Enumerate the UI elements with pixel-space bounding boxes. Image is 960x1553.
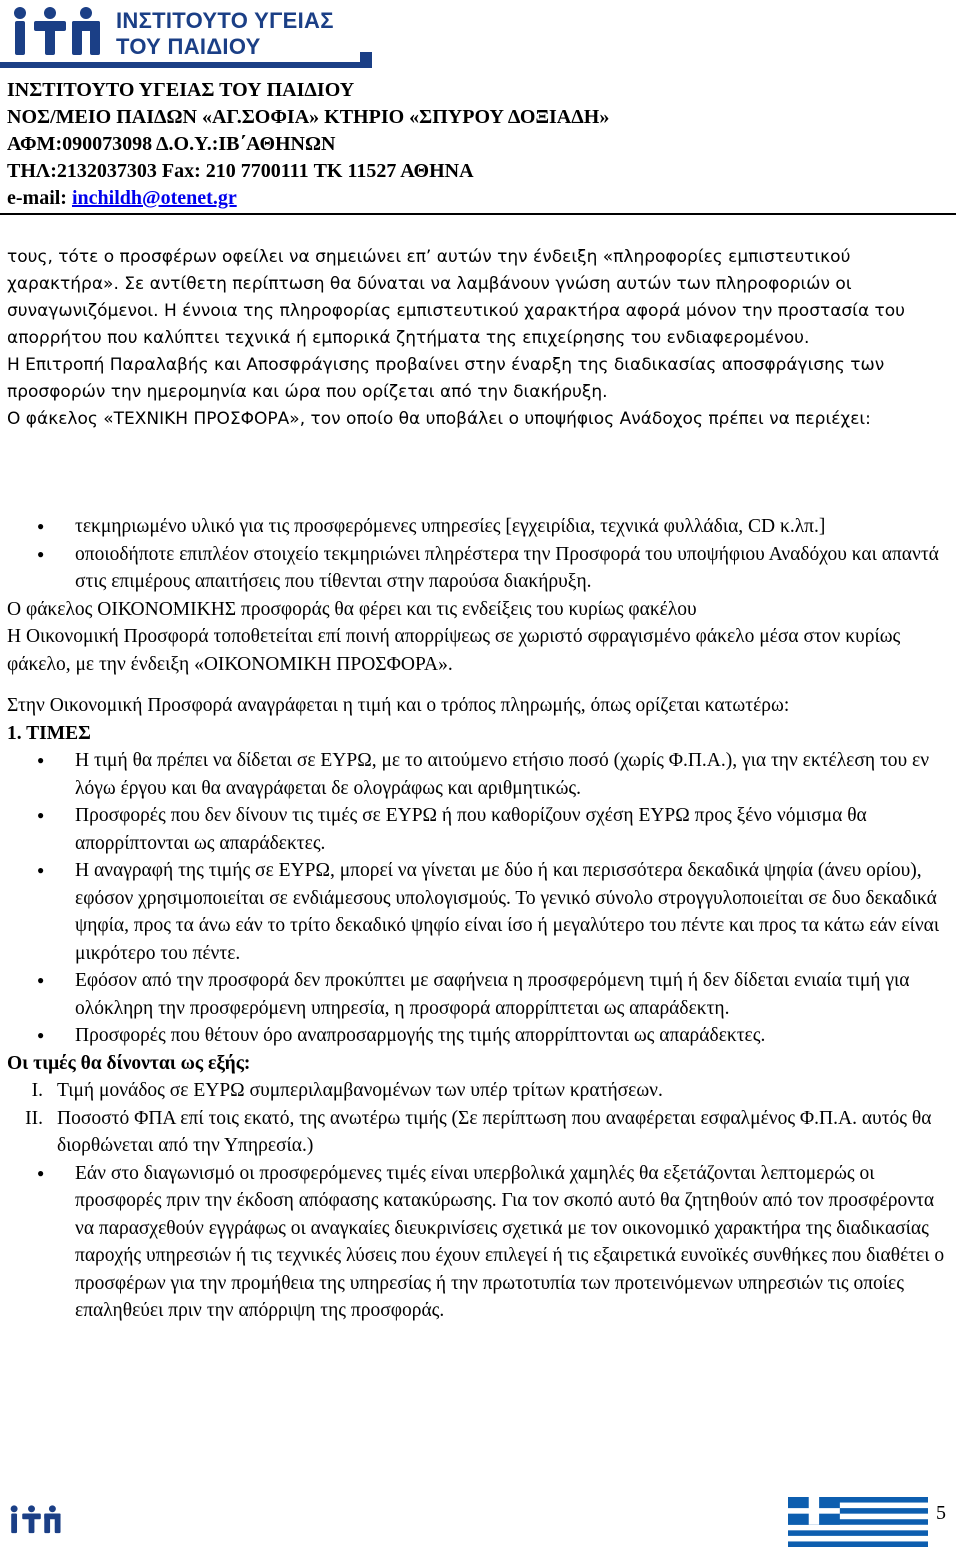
letterhead-line4: ΤΗΛ:2132037303 Fax: 210 7700111 ΤΚ 11527 ΑΘΗΝΑ bbox=[7, 160, 474, 182]
roman-numeral: I. bbox=[31, 1080, 43, 1101]
greek-flag-icon bbox=[788, 1497, 928, 1547]
logo-underline bbox=[0, 62, 372, 68]
section-title-prices: 1. ΤΙΜΕΣ bbox=[7, 722, 91, 744]
roman-list-item bbox=[7, 1105, 952, 1160]
paragraph-financial-offer: Η Οικονομική Προσφορά τοποθετείται επί ποινή απορρίψεως σε χωριστό σφραγισμένο φάκελο μέσα στον κυρίως φάκελο, με την ένδειξη «ΟΙΚΟΝΟΜΙΚΗ ΠΡΟΣΦΟΡΑ». bbox=[7, 626, 901, 675]
logo-name-line1: ΙΝΣΤΙΤΟΥΤΟ ΥΓΕΙΑΣ bbox=[116, 8, 334, 33]
list-item: ● Εφόσον από την προσφορά δεν προκύπτει με σαφήνεια η προσφερόμενη τιμή ή δεν δίδεται ενιαία τιμή για ολόκληρη την προσφερόμενη υπηρεσία, η προσφορά απορρίπτεται ως απαράδεκτη. bbox=[7, 967, 952, 1022]
page-number: 5 bbox=[936, 1502, 946, 1524]
list-item: ● Η αναγραφή της τιμής σε ΕΥΡΩ, μπορεί να γίνεται με δύο ή και περισσότερα δεκαδικά ψηφία (άνευ ορίου), εφόσον χρησιμοποιείται σε ενδιάμεσους υπολογισμούς. Το γενικό σύνολο στρογγυλοποιείται σε δυο δεκαδικά ψηφία, προς τα άνω εάν το τρίτο δεκαδικό ψηφίο είναι ίσο ή μεγαλύτερο του πέντε και προς τα κάτω εάν είναι μικρότερο του πέντε. bbox=[7, 857, 952, 967]
letterhead-line2: ΝΟΣ/ΜΕΙΟ ΠΑΙΔΩΝ «ΑΓ.ΣΟΦΙΑ» ΚΤΗΡΙΟ «ΣΠΥΡΟΥ ΔΟΞΙΑΔΗ» bbox=[7, 106, 610, 128]
list-item: ● Εάν στο διαγωνισμό οι προσφερόμενες τιμές είναι υπερβολικά χαμηλές θα εξετάζονται λεπτομερώς οι προσφορές πριν την έκδοση απόφασης κατακύρωσης. Για τον σκοπό αυτό θα ζητηθούν από τον προσφέροντα να παρασχεθούν εγγράφως οι αναγκαίες διευκρινίσεις σχετικά με τον οικονομικό χαρακτήρα της διαδικασίας παροχής υπηρεσιών ή τις τεχνικές λύσεις που έχουν επιλεγεί ή τις εξαιρετικά ευνοϊκές συνθήκες που διαθέτει ο προσφέρων για την προμήθεια της υπηρεσίας ή την πρωτοτυπία των προτεινόμενων υπηρεσιών τις οποίες επαληθεύει πριν την απόρριψη της προσφοράς. bbox=[7, 1160, 952, 1325]
confidentiality-section bbox=[7, 244, 947, 433]
list-item: ● οποιοδήποτε επιπλέον στοιχείο τεκμηριώνει πληρέστερα την Προσφορά του υποψήφιου Αναδόχου και απαντά στις επιμέρους απαιτήσεις που τίθενται στην παρούσα διακήρυξη. bbox=[7, 541, 952, 596]
institute-logo bbox=[6, 4, 366, 68]
email-label: e-mail: bbox=[7, 187, 72, 209]
email-link[interactable]: inchildh@otenet.gr bbox=[71, 187, 237, 209]
letterhead-line1: ΙΝΣΤΙΤΟΥΤΟ ΥΓΕΙΑΣ ΤΟΥ ΠΑΙΔΙΟΥ bbox=[7, 79, 355, 101]
letterhead-line3: ΑΦΜ:090073098 Δ.Ο.Υ.:ΙΒ΄ΑΘΗΝΩΝ bbox=[7, 133, 336, 155]
offer-section bbox=[7, 513, 952, 1325]
roman-item-text: Ποσοστό ΦΠΑ επί τοις εκατό, της ανωτέρω τιμής (Σε περίπτωση που αναφέρεται εσφαλμένος Φ.Π.Α. αυτός θα διορθώνεται από την Υπηρεσία.) bbox=[57, 1107, 932, 1156]
list-item: ● Η τιμή θα πρέπει να δίδεται σε ΕΥΡΩ, με το αιτούμενο ετήσιο ποσό (χωρίς Φ.Π.Α.), για την εκτέλεση του εν λόγω έργου και θα αναγράφεται δε ολογράφως και αριθμητικώς. bbox=[7, 747, 952, 802]
roman-item-text: Τιμή μονάδος σε ΕΥΡΩ συμπεριλαμβανομένων των υπέρ τρίτων κρατήσεων. bbox=[57, 1080, 663, 1101]
paragraph-technical-envelope: Ο φάκελος «ΤΕΧΝΙΚΗ ΠΡΟΣΦΟΡΑ», τον οποίο θα υποβάλει ο υποψήφιος Ανάδοχος πρέπει να περιέχει: bbox=[7, 409, 871, 429]
logo-wordmark bbox=[116, 8, 334, 60]
roman-numeral: II. bbox=[25, 1107, 43, 1129]
footer-logo-icon bbox=[6, 1495, 64, 1547]
letterhead-email-row bbox=[7, 185, 609, 212]
paragraph-confidentiality: τους, τότε ο προσφέρων οφείλει να σημειώνει επ’ αυτών την ένδειξη «πληροφορίες εμπιστευτικού χαρακτήρα». Σε αντίθετη περίπτωση θα δύναται να λαμβάνουν γνώση αυτών των πληροφοριών οι συναγωνιζόμενοι. Η έννοια της πληροφορίας εμπιστευτικού χαρακτήρα αφορά μόνον την προστασία του απορρήτου που καλύπτει τεχνικά ή εμπορικά ζητήματα της επιχείρησης του ενδιαφερομένου. bbox=[7, 247, 906, 348]
logo-underline-tip bbox=[360, 52, 372, 66]
paragraph-payment: Στην Οικονομική Προσφορά αναγράφεται η τιμή και ο τρόπος πληρωμής, όπως ορίζεται κατωτέρω: bbox=[7, 695, 790, 716]
paragraph-financial-envelope: Ο φάκελος ΟΙΚΟΝΟΜΙΚΗΣ προσφοράς θα φέρει και τις ενδείξεις του κυρίως φακέλου bbox=[7, 598, 697, 620]
header-divider bbox=[0, 213, 956, 215]
logo-name-line2: ΤΟΥ ΠΑΙΔΙΟΥ bbox=[116, 34, 261, 59]
letterhead bbox=[7, 77, 609, 212]
list-item: ● Προσφορές που δεν δίνουν τις τιμές σε ΕΥΡΩ ή που καθορίζουν σχέση ΕΥΡΩ προς ξένο νόμισμα θα απορρίπτονται ως απαράδεκτες. bbox=[7, 802, 952, 857]
list-item: ● Προσφορές που θέτουν όρο αναπροσαρμογής της τιμής απορρίπτονται ως απαράδεκτες. bbox=[7, 1022, 952, 1050]
list-item: ● τεκμηριωμένο υλικό για τις προσφερόμενες υπηρεσίες [εγχειρίδια, τεχνικά φυλλάδια, CD κ.λπ.] bbox=[7, 513, 952, 541]
paragraph-committee: Η Επιτροπή Παραλαβής και Αποσφράγισης προβαίνει στην έναρξη της διαδικασίας αποσφράγισης των προσφορών την ημερομηνία και ώρα που ορίζεται από την διακήρυξη. bbox=[7, 355, 885, 402]
spacer bbox=[7, 678, 952, 692]
roman-list-item bbox=[7, 1077, 952, 1105]
prices-subtitle: Οι τιμές θα δίνονται ως εξής: bbox=[7, 1052, 251, 1074]
logo-mark-icon bbox=[6, 4, 106, 64]
